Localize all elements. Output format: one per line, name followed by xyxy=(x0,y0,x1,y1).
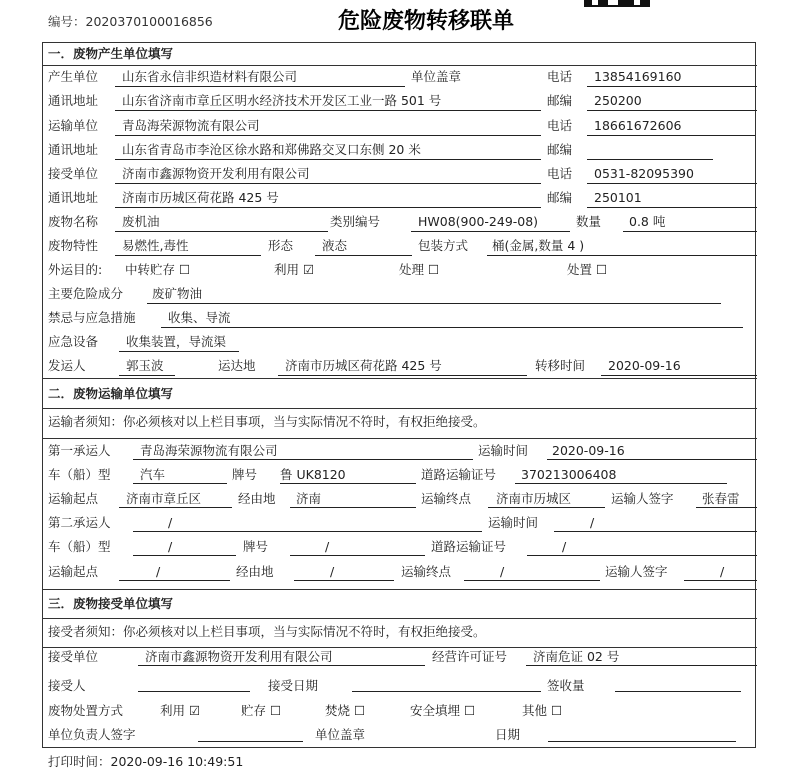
receiver-addr-label: 通讯地址 xyxy=(48,190,99,205)
underline xyxy=(601,375,757,376)
underline xyxy=(587,183,757,184)
divider xyxy=(42,618,757,619)
method-other-checkbox[interactable] xyxy=(522,703,562,719)
taboo-label: 禁忌与应急措施 xyxy=(48,310,136,325)
divider xyxy=(42,647,757,648)
underline xyxy=(115,255,261,256)
purpose-treatment-checkbox[interactable] xyxy=(399,262,439,278)
start2-label: 运输起点 xyxy=(48,564,99,579)
carrier-addr-label: 通讯地址 xyxy=(48,142,99,157)
sign2[interactable]: / xyxy=(720,564,725,579)
shipper-label: 发运人 xyxy=(48,358,86,373)
checked-box-icon[interactable]: ☑ xyxy=(185,703,201,718)
sign-label: 运输人签字 xyxy=(611,491,674,506)
print-time xyxy=(48,752,243,770)
underline xyxy=(115,183,541,184)
underline xyxy=(315,255,412,256)
plate2-label: 牌号 xyxy=(243,539,269,554)
section2-title: 二．废物运输单位填写 xyxy=(48,386,174,401)
checkbox-label: 安全填埋 xyxy=(410,703,461,718)
first-carrier[interactable]: 青岛海荣源物流有限公司 xyxy=(140,443,278,458)
head-sign-label: 单位负责人签字 xyxy=(48,727,136,742)
underline xyxy=(587,207,757,208)
underline xyxy=(290,507,416,508)
section3-title: 三．废物接受单位填写 xyxy=(48,596,174,611)
underline xyxy=(515,483,727,484)
vehicle2-label: 车（船）型 xyxy=(48,539,111,554)
hazard-label: 主要危险成分 xyxy=(48,286,124,301)
end2-label: 运输终点 xyxy=(401,564,452,579)
sign2-label: 运输人签字 xyxy=(605,564,668,579)
transport-time2[interactable]: / xyxy=(590,515,595,530)
start[interactable]: 济南市章丘区 xyxy=(126,491,202,506)
phone-label: 电话 xyxy=(547,118,573,133)
plate[interactable]: 鲁 UK8120 xyxy=(280,467,346,482)
accept-unit[interactable]: 济南市鑫源物资开发利用有限公司 xyxy=(145,649,333,664)
property-label: 废物特性 xyxy=(48,238,99,253)
carrier-addr[interactable]: 山东省青岛市李沧区徐水路和郑佛路交叉口东侧 20 米 xyxy=(122,142,421,157)
checkbox-label: 中转贮存 xyxy=(125,262,176,277)
producer-zip[interactable]: 250200 xyxy=(594,93,642,108)
underline xyxy=(115,159,541,160)
producer-value[interactable]: 山东省永信非织造材料有限公司 xyxy=(122,69,298,84)
end-label: 运输终点 xyxy=(421,491,472,506)
underline xyxy=(623,231,757,232)
receiver-addr[interactable]: 济南市历城区荷花路 425 号 xyxy=(122,190,279,205)
unchecked-box-icon[interactable]: ☐ xyxy=(547,703,563,718)
underline xyxy=(119,375,175,376)
via-label: 经由地 xyxy=(238,491,276,506)
underline xyxy=(411,231,570,232)
property[interactable]: 易燃性,毒性 xyxy=(122,238,189,253)
divider xyxy=(42,408,757,409)
waste-name-label: 废物名称 xyxy=(48,214,99,229)
receiver-value[interactable]: 济南市鑫源物资开发利用有限公司 xyxy=(122,166,310,181)
receiver-phone[interactable]: 0531-82095390 xyxy=(594,166,694,181)
underline xyxy=(554,531,757,532)
license-label: 经营许可证号 xyxy=(432,649,508,664)
equip[interactable]: 收集装置，导流渠 xyxy=(126,334,227,349)
zip-label: 邮编 xyxy=(547,142,573,157)
checkbox-label: 其他 xyxy=(522,703,548,718)
checkbox-label: 利用 xyxy=(274,262,300,277)
amount-field[interactable] xyxy=(615,691,741,692)
carrier-phone[interactable]: 18661672606 xyxy=(594,118,682,133)
vehicle2[interactable]: / xyxy=(168,539,173,554)
method-landfill-checkbox[interactable] xyxy=(410,703,475,719)
vehicle-label: 车（船）型 xyxy=(48,467,111,482)
accept-person-label: 接受人 xyxy=(48,678,86,693)
receiver-label: 接受单位 xyxy=(48,166,99,181)
underline xyxy=(133,555,236,556)
producer-addr[interactable]: 山东省济南市章丘区明水经济技术开发区工业一路 501 号 xyxy=(122,93,442,108)
permit[interactable]: 370213006408 xyxy=(521,467,617,482)
underline xyxy=(294,580,394,581)
underline xyxy=(290,555,425,556)
underline xyxy=(133,483,227,484)
underline xyxy=(147,303,721,304)
underline xyxy=(487,255,757,256)
underline xyxy=(488,507,605,508)
qty-label: 数量 xyxy=(576,214,602,229)
permit-label: 道路运输证号 xyxy=(421,467,497,482)
dest-label: 运达地 xyxy=(218,358,256,373)
unchecked-box-icon[interactable]: ☐ xyxy=(350,703,366,718)
serial-label: 编号： xyxy=(48,14,86,29)
sign[interactable]: 张春雷 xyxy=(702,491,740,506)
form-label: 形态 xyxy=(268,238,294,253)
accept-person-field[interactable] xyxy=(138,691,250,692)
pack-label: 包装方式 xyxy=(418,238,469,253)
zip-label: 邮编 xyxy=(547,93,573,108)
end2[interactable]: / xyxy=(500,564,505,579)
permit2[interactable]: / xyxy=(562,539,567,554)
producer-addr-label: 通讯地址 xyxy=(48,93,99,108)
permit2-label: 道路运输证号 xyxy=(431,539,507,554)
dest[interactable]: 济南市历城区荷花路 425 号 xyxy=(285,358,442,373)
divider xyxy=(42,589,757,590)
start2[interactable]: / xyxy=(156,564,161,579)
underline xyxy=(133,531,482,532)
unchecked-box-icon[interactable]: ☐ xyxy=(424,262,440,277)
underline xyxy=(115,207,541,208)
amount-label: 签收量 xyxy=(547,678,585,693)
underline xyxy=(464,580,600,581)
checkbox-label: 利用 xyxy=(160,703,186,718)
carrier-value[interactable]: 青岛海荣源物流有限公司 xyxy=(122,118,260,133)
waste-name[interactable]: 废机油 xyxy=(122,214,160,229)
shipper[interactable]: 郭玉波 xyxy=(126,358,164,373)
checked-box-icon[interactable]: ☑ xyxy=(299,262,315,277)
accept-date-label: 接受日期 xyxy=(268,678,319,693)
print-time-label: 打印时间： xyxy=(48,754,111,769)
underline xyxy=(138,665,425,666)
transport-time[interactable]: 2020-09-16 xyxy=(552,443,625,458)
underline xyxy=(115,135,541,136)
license[interactable]: 济南危证 02 号 xyxy=(533,649,620,664)
start-label: 运输起点 xyxy=(48,491,99,506)
purpose-transfer-storage-checkbox[interactable] xyxy=(125,262,190,278)
underline xyxy=(684,580,757,581)
underline xyxy=(119,580,230,581)
divider xyxy=(42,65,757,66)
accept-unit-label: 接受单位 xyxy=(48,649,99,664)
qty[interactable]: 0.8 吨 xyxy=(629,214,666,229)
method-label: 废物处置方式 xyxy=(48,703,124,718)
method-incineration-checkbox[interactable] xyxy=(325,703,365,719)
carrier-label: 运输单位 xyxy=(48,118,99,133)
underline xyxy=(115,231,328,232)
day-label: 日期 xyxy=(495,727,521,742)
checkbox-label: 处理 xyxy=(399,262,425,277)
underline xyxy=(161,327,743,328)
purpose-utilization-checkbox[interactable] xyxy=(274,262,314,278)
plate-label: 牌号 xyxy=(232,467,258,482)
head-sign-field[interactable] xyxy=(198,741,303,742)
method-utilization-checkbox[interactable] xyxy=(160,703,200,719)
underline xyxy=(278,375,527,376)
checkbox-label: 贮存 xyxy=(241,703,267,718)
day-field[interactable] xyxy=(548,741,736,742)
producer-label: 产生单位 xyxy=(48,69,99,84)
section1-title: 一．废物产生单位填写 xyxy=(48,46,174,61)
underline xyxy=(115,86,405,87)
underline xyxy=(133,459,473,460)
unchecked-box-icon[interactable]: ☐ xyxy=(175,262,191,277)
plate2[interactable]: / xyxy=(325,539,330,554)
divider xyxy=(42,378,757,379)
phone-label: 电话 xyxy=(547,69,573,84)
vehicle[interactable]: 汽车 xyxy=(140,467,166,482)
category[interactable]: HW08(900-249-08) xyxy=(418,214,539,229)
end[interactable]: 济南市历城区 xyxy=(496,491,572,506)
unchecked-box-icon[interactable]: ☐ xyxy=(460,703,476,718)
unchecked-box-icon[interactable]: ☐ xyxy=(592,262,608,277)
underline xyxy=(526,665,757,666)
underline xyxy=(119,507,232,508)
pack[interactable]: 桶(金属,数量 4 ) xyxy=(492,238,585,253)
unchecked-box-icon[interactable]: ☐ xyxy=(266,703,282,718)
via2-label: 经由地 xyxy=(236,564,274,579)
accept-date-field[interactable] xyxy=(352,691,541,692)
zip-label: 邮编 xyxy=(547,190,573,205)
transport-time2-label: 运输时间 xyxy=(488,515,539,530)
second-carrier-label: 第二承运人 xyxy=(48,515,111,530)
second-carrier[interactable]: / xyxy=(168,515,173,530)
receiver-zip[interactable]: 250101 xyxy=(594,190,642,205)
purpose-label: 外运目的: xyxy=(48,262,103,277)
qr-code xyxy=(584,0,650,7)
underline xyxy=(280,483,416,484)
checkbox-label: 焚烧 xyxy=(325,703,351,718)
form[interactable]: 液态 xyxy=(322,238,348,253)
transfer-time[interactable]: 2020-09-16 xyxy=(608,358,681,373)
underline xyxy=(115,110,541,111)
producer-phone[interactable]: 13854169160 xyxy=(594,69,682,84)
underline xyxy=(527,555,757,556)
seal-label: 单位盖章 xyxy=(411,69,462,84)
transport-time-label: 运输时间 xyxy=(478,443,529,458)
underline xyxy=(587,86,757,87)
underline xyxy=(119,351,239,352)
via2[interactable]: / xyxy=(330,564,335,579)
serial-value: 2020370100016856 xyxy=(85,14,213,29)
phone-label: 电话 xyxy=(547,166,573,181)
underline xyxy=(587,135,755,136)
carrier-notice: 运输者须知：你必须核对以上栏目事项，当与实际情况不符时，有权拒绝接受。 xyxy=(48,414,486,429)
category-label: 类别编号 xyxy=(330,214,381,229)
unit-seal-label: 单位盖章 xyxy=(315,727,366,742)
time-label: 转移时间 xyxy=(535,358,586,373)
receiver-notice: 接受者须知：你必须核对以上栏目事项，当与实际情况不符时，有权拒绝接受。 xyxy=(48,624,486,639)
taboo[interactable]: 收集、导流 xyxy=(168,310,231,325)
purpose-disposal-checkbox[interactable] xyxy=(567,262,607,278)
equip-label: 应急设备 xyxy=(48,334,99,349)
print-time-value: 2020-09-16 10:49:51 xyxy=(110,754,244,769)
underline xyxy=(587,159,713,160)
page-title: 危险废物转移联单 xyxy=(338,9,515,34)
checkbox-label: 处置 xyxy=(567,262,593,277)
underline xyxy=(696,507,757,508)
hazard[interactable]: 废矿物油 xyxy=(152,286,203,301)
serial-number xyxy=(48,12,213,30)
via[interactable]: 济南 xyxy=(296,491,322,506)
first-carrier-label: 第一承运人 xyxy=(48,443,111,458)
method-storage-checkbox[interactable] xyxy=(241,703,281,719)
divider xyxy=(42,438,757,439)
underline xyxy=(587,110,757,111)
underline xyxy=(547,459,757,460)
